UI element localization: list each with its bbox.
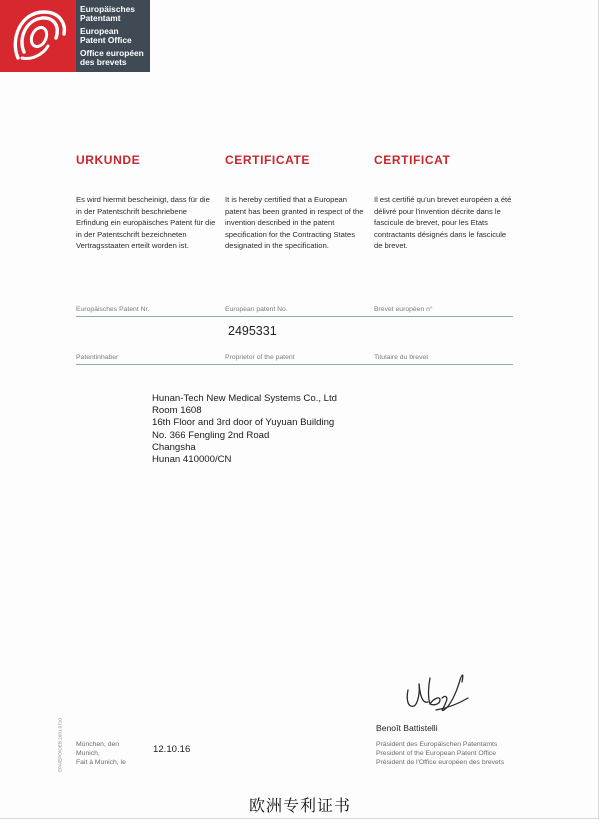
proprietor-label-german: Patentinhaber <box>76 354 119 361</box>
address-line: Room 1608 <box>152 405 202 417</box>
place-of-issue <box>76 740 126 767</box>
office-name-block <box>76 0 150 72</box>
office-name-line: Europäisches <box>80 4 135 14</box>
office-name-line: Office européen <box>80 48 144 58</box>
form-code-text: EPA/EPO/OEB 2031 0710 <box>57 718 63 772</box>
place-line: Munich, <box>76 750 100 757</box>
office-name-line: Patentamt <box>80 13 121 23</box>
address-line: 16th Floor and 3rd door of Yuyuan Building <box>152 417 335 429</box>
certification-text-german: Es wird hiermit bescheinigt, dass für die in der Patentschrift beschriebene Erfindung ein europäisches Patent für die in der Patentschrift bezeichneten Vertragsstaaten erteilt worden ist. <box>76 195 216 251</box>
address-line: Hunan 410000/CN <box>152 454 232 466</box>
signatory-title-line: Président de l'Office européen des brevets <box>376 759 505 766</box>
signatory-title-line: Präsident des Europäischen Patentamts <box>376 741 498 748</box>
address-line: Changsha <box>152 441 196 453</box>
place-line: München, den <box>76 741 120 748</box>
signatory-name: Benoît Battistelli <box>376 723 438 733</box>
address-line: No. 366 Fengling 2nd Road <box>152 429 270 441</box>
epo-logo-icon <box>8 8 68 64</box>
heading-english: CERTIFICATE <box>225 153 311 167</box>
place-line: Fait à Munich, le <box>76 759 126 766</box>
certification-text-french: Il est certifié qu'un brevet européen a été délivré pour l'invention décrite dans le fascicule de brevet, pour les Etats contractants désignés dans le fascicule de brevet. <box>374 195 512 251</box>
heading-german: URKUNDE <box>76 153 141 167</box>
address-line: Hunan-Tech New Medical Systems Co., Ltd <box>152 393 338 404</box>
office-name-line: Patent Office <box>80 35 132 45</box>
field-divider <box>76 316 513 317</box>
office-name-line: European <box>80 26 119 36</box>
signatory-titles <box>376 740 504 767</box>
field-divider <box>76 364 513 365</box>
proprietor-label-english: Proprietor of the patent <box>225 354 295 361</box>
issue-date: 12.10.16 <box>153 744 191 755</box>
signatory-title-line: President of the European Patent Office <box>376 750 497 757</box>
office-name-line: des brevets <box>80 57 127 67</box>
heading-french: CERTIFICAT <box>374 153 451 167</box>
patent-no-label-english: European patent No. <box>225 306 288 313</box>
signature <box>400 668 472 716</box>
patent-number: 2495331 <box>228 324 277 338</box>
epo-logo <box>0 0 76 72</box>
proprietor-address <box>152 393 337 466</box>
footer-caption: 欧洲专利证书 <box>248 798 351 815</box>
proprietor-label-french: Titulaire du brevet <box>374 354 429 361</box>
form-code <box>55 705 65 785</box>
patent-no-label-french: Brevet européen n° <box>374 306 433 313</box>
patent-no-label-german: Europäisches Patent Nr. <box>76 306 150 313</box>
certification-text-english: It is hereby certified that a European patent has been granted in respect of the invention described in the patent specification for the Contracting States designated in the specification. <box>225 195 364 251</box>
